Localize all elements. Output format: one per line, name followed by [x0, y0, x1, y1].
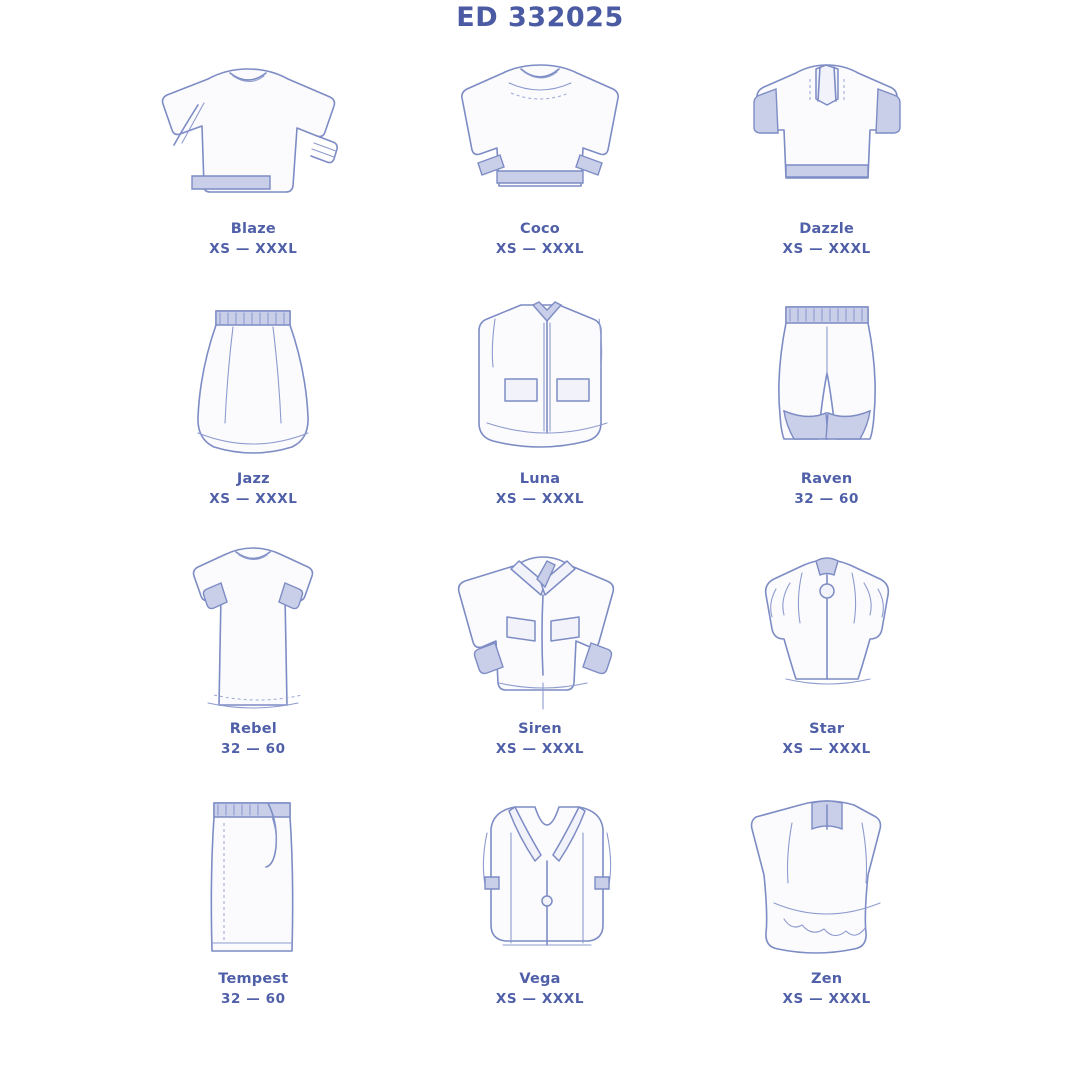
balloon-skirt-icon — [138, 293, 368, 473]
tailored-vest-icon — [425, 793, 655, 973]
garment-card-zen[interactable] — [683, 789, 970, 1039]
sweatshirt-icon — [138, 43, 368, 223]
garment-grid — [110, 39, 970, 1039]
garment-name: Raven — [800, 471, 853, 487]
garment-card-vega[interactable] — [397, 789, 684, 1039]
garment-sizes: XS — XXXL — [495, 741, 585, 757]
garment-sizes: 32 — 60 — [794, 491, 859, 507]
garment-card-coco[interactable] — [397, 39, 684, 289]
garment-name: Dazzle — [799, 221, 855, 237]
garment-sizes: XS — XXXL — [782, 741, 871, 757]
garment-name: Jazz — [236, 471, 270, 487]
garment-sizes: XS — XXXL — [495, 491, 585, 507]
garment-name: Luna — [519, 471, 561, 487]
wrap-skirt-icon — [138, 793, 368, 973]
garment-card-luna[interactable] — [397, 289, 684, 539]
puff-sleeve-bolero-icon — [712, 543, 942, 723]
garment-sizes: XS — XXXL — [782, 241, 871, 257]
garment-sizes: 32 — 60 — [220, 741, 286, 757]
garment-sizes: XS — XXXL — [782, 991, 871, 1007]
garment-card-tempest[interactable] — [110, 789, 397, 1039]
garment-sizes: XS — XXXL — [495, 241, 585, 257]
garment-name: Tempest — [218, 971, 289, 987]
page-title: ED 332025 — [456, 2, 624, 33]
garment-card-dazzle[interactable] — [683, 39, 970, 289]
garment-name: Rebel — [229, 721, 277, 737]
garment-name: Zen — [811, 971, 843, 987]
garment-name: Blaze — [230, 221, 276, 237]
zip-vest-icon — [425, 293, 655, 473]
garment-name: Vega — [519, 971, 561, 987]
garment-name: Coco — [520, 221, 560, 237]
garment-card-siren[interactable] — [397, 539, 684, 789]
garment-card-raven[interactable] — [683, 289, 970, 539]
garment-name: Siren — [518, 721, 562, 737]
garment-sizes: XS — XXXL — [209, 491, 298, 507]
garment-name: Star — [809, 721, 845, 737]
sleeveless-balloon-top-icon — [712, 793, 942, 973]
garment-sizes: 32 — 60 — [220, 991, 286, 1007]
garment-sizes: XS — XXXL — [209, 241, 298, 257]
garment-sizes: XS — XXXL — [495, 991, 585, 1007]
garment-card-rebel[interactable] — [110, 539, 397, 789]
short-sleeve-henley-icon — [712, 43, 942, 223]
garment-card-jazz[interactable] — [110, 289, 397, 539]
cropped-trousers-icon — [712, 293, 942, 473]
garment-card-star[interactable] — [683, 539, 970, 789]
utility-jacket-icon — [425, 543, 655, 723]
garment-card-blaze[interactable] — [110, 39, 397, 289]
tshirt-dress-icon — [138, 543, 368, 723]
cropped-sweater-icon — [425, 43, 655, 223]
